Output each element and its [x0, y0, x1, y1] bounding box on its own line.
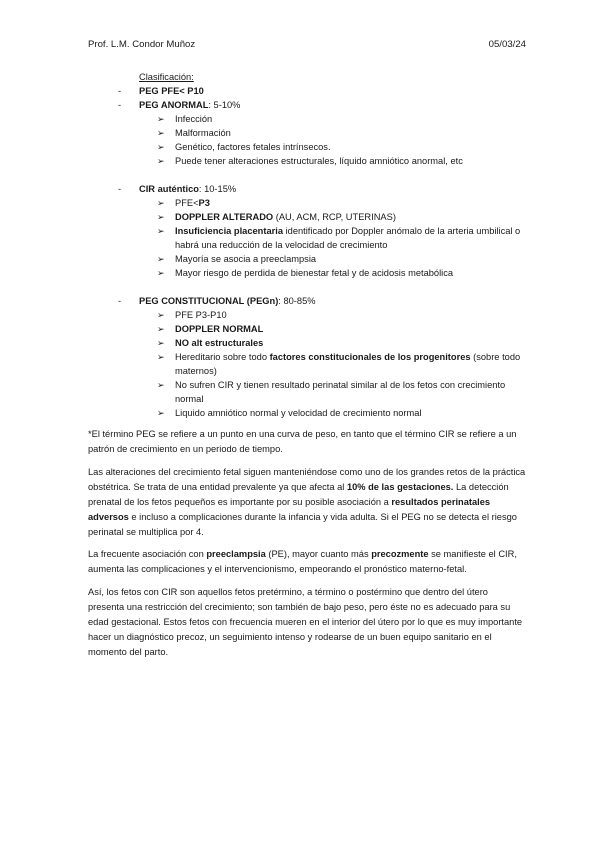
- paragraph-text: e incluso a complicaciones durante la infancia y vida adulta. Si el PEG no se detecta el riesgo perinatal se multiplica por 4.: [88, 511, 517, 537]
- paragraph-text: La frecuente asociación con: [88, 549, 207, 559]
- peg-anormal-list: [88, 112, 526, 168]
- list-item: [88, 308, 526, 322]
- list-item-text: PFE P3-P10: [175, 310, 227, 320]
- peg-constitucional-range: : 80-85%: [278, 296, 316, 306]
- dash-bullet: -: [118, 86, 122, 96]
- peg-constitucional-item: [88, 294, 526, 308]
- dash-bullet: -: [118, 100, 122, 110]
- arrow-bullet-icon: ➢: [157, 310, 165, 320]
- list-item: [88, 224, 526, 252]
- list-item-text: No sufren CIR y tienen resultado perinatal similar al de los fetos con crecimiento normal: [175, 380, 506, 404]
- paragraph-bold: 10% de las gestaciones.: [346, 481, 454, 492]
- arrow-bullet-icon: ➢: [157, 226, 165, 236]
- cir-insuf-text: identificado por Doppler anómalo de la arteria umbilical o habrá una reducción de la velocidad de crecimiento: [175, 226, 521, 250]
- peg-constitucional-label: PEG CONSTITUCIONAL (PEGn): [139, 296, 279, 306]
- document-body: [88, 70, 526, 667]
- arrow-bullet-icon: ➢: [157, 156, 165, 166]
- arrow-bullet-icon: ➢: [157, 114, 165, 124]
- peg-pfe-item: [88, 84, 526, 98]
- cir-doppler-bold: DOPPLER ALTERADO: [175, 212, 274, 222]
- paragraph-bold: precozmente: [371, 549, 429, 559]
- list-item: [88, 266, 526, 280]
- peg-constitucional-list: [88, 308, 526, 420]
- list-item: [88, 196, 526, 210]
- paragraph-peg-definition: *El término PEG se refiere a un punto en una curva de peso, en tanto que el término CIR se refiere a un patrón de crecimiento en un periodo de tiempo.: [88, 429, 517, 454]
- list-item-text: Mayor riesgo de perdida de bienestar fetal y de acidosis metabólica: [175, 268, 454, 278]
- paragraph-text: se manifieste el CIR, aumenta las complicaciones y el intervencionismo, empeorando el pronóstico materno-fetal.: [88, 549, 517, 574]
- paragraph-text: Las alteraciones del crecimiento fetal siguen manteniéndose como uno de los grandes retos de la práctica obstétrica. Se trata de una entidad prevalente ya que afecta al: [88, 466, 526, 492]
- paragraph-bold: resultados perinatales adversos: [88, 496, 491, 522]
- paragraph-growth-alterations: [88, 465, 526, 540]
- cir-pfe-text: PFE<: [175, 198, 199, 208]
- dash-bullet: -: [118, 296, 122, 306]
- arrow-bullet-icon: ➢: [157, 408, 165, 418]
- hered-text: Hereditario sobre todo: [175, 352, 270, 362]
- arrow-bullet-icon: ➢: [157, 380, 165, 390]
- dash-bullet: -: [118, 184, 122, 194]
- arrow-bullet-icon: ➢: [157, 268, 165, 278]
- list-item-text: Liquido amniótico normal y velocidad de crecimiento normal: [175, 408, 422, 418]
- arrow-bullet-icon: ➢: [157, 324, 165, 334]
- paragraph-preeclampsia: [88, 547, 526, 577]
- paragraph-text: (PE), mayor cuanto más: [265, 549, 372, 559]
- list-item-text: Infección: [175, 114, 213, 124]
- list-item: [88, 252, 526, 266]
- list-item: [88, 336, 526, 350]
- list-item-text: Mayoría se asocia a preeclampsia: [175, 254, 317, 264]
- hered-text-end: (sobre todo maternos): [175, 352, 521, 376]
- header-author: Prof. L.M. Condor Muñoz: [88, 39, 196, 50]
- list-item: [88, 154, 526, 168]
- paragraph-cir-definition: Así, los fetos con CIR son aquellos fetos pretérmino, a término o postérmino que dentro del útero presenta una restricción del crecimiento; son también de bajo peso, pero éste no es adecuado para su edad gestacional. Estos fetos con frecuencia mueren en el interior del útero por lo que es muy importante hacer un diagnóstico precoz, un seguimiento intenso y rodearse de un buen equipo sanitario en el momento del parto.: [88, 586, 523, 657]
- arrow-bullet-icon: ➢: [157, 352, 165, 362]
- cir-list: [88, 196, 526, 280]
- arrow-bullet-icon: ➢: [157, 338, 165, 348]
- cir-label: CIR auténtico: [139, 184, 199, 194]
- list-item: [88, 140, 526, 154]
- list-item: [88, 378, 526, 406]
- list-item-text: Malformación: [175, 128, 231, 138]
- list-item-bold: NO alt estructurales: [175, 338, 264, 348]
- list-item-text: Genético, factores fetales intrínsecos.: [175, 142, 331, 152]
- cir-doppler-text: (AU, ACM, RCP, UTERINAS): [273, 212, 396, 222]
- cir-range: : 10-15%: [198, 184, 237, 194]
- list-item: [88, 210, 526, 224]
- arrow-bullet-icon: ➢: [157, 212, 165, 222]
- list-item: [88, 406, 526, 420]
- peg-anormal-range: : 5-10%: [208, 100, 241, 110]
- list-item-text: Puede tener alteraciones estructurales, líquido amniótico anormal, etc: [175, 156, 463, 166]
- list-item: [88, 322, 526, 336]
- hered-bold: factores constitucionales de los progenitores: [269, 352, 471, 362]
- classification-title: Clasificación:: [139, 72, 194, 82]
- paragraph-bold: preeclampsia: [206, 549, 266, 559]
- peg-anormal-label: PEG ANORMAL: [139, 100, 209, 110]
- arrow-bullet-icon: ➢: [157, 254, 165, 264]
- paragraph-text: La detección prenatal de los fetos pequeños es importante por su posible asociación a: [88, 481, 509, 507]
- peg-anormal-item: [88, 98, 526, 112]
- list-item: [88, 350, 526, 378]
- cir-item: [88, 182, 526, 196]
- arrow-bullet-icon: ➢: [157, 198, 165, 208]
- list-item: [88, 126, 526, 140]
- peg-pfe-label: PEG PFE< P10: [139, 86, 204, 96]
- list-item-bold: DOPPLER NORMAL: [175, 324, 264, 334]
- cir-pfe-bold: P3: [198, 198, 210, 208]
- arrow-bullet-icon: ➢: [157, 142, 165, 152]
- header-date: 05/03/24: [488, 39, 526, 50]
- arrow-bullet-icon: ➢: [157, 128, 165, 138]
- cir-insuf-bold: Insuficiencia placentaria: [175, 226, 283, 236]
- list-item: [88, 112, 526, 126]
